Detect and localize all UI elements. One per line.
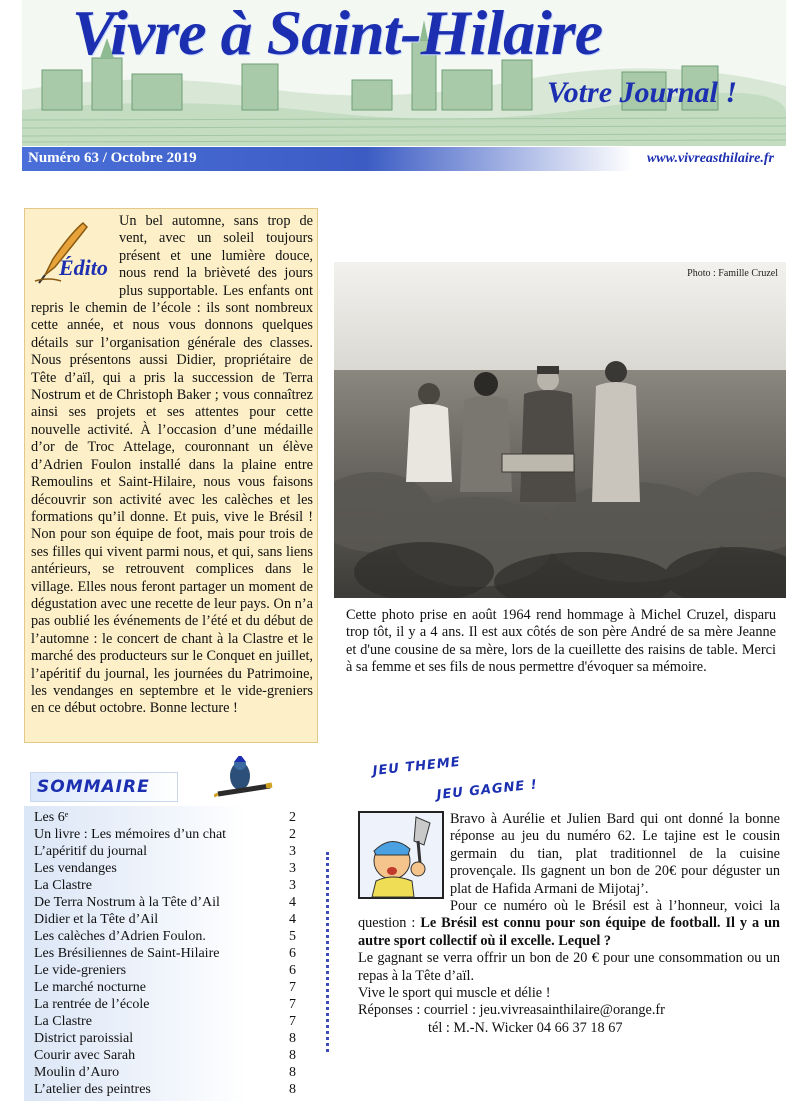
masthead	[22, 0, 786, 146]
issue-number: Numéro 63 / Octobre 2019	[28, 150, 197, 166]
sommaire-item[interactable]	[34, 1048, 296, 1065]
column-separator	[326, 852, 329, 1052]
photo-credit: Photo : Famille Cruzel	[687, 268, 778, 279]
sommaire-item-label: Le vide-greniers	[34, 963, 127, 978]
bird-with-pen-icon	[214, 756, 274, 804]
sommaire-item-label: Un livre : Les mémoires d’un chat	[34, 827, 227, 842]
jeu-intro: Bravo à Aurélie et Julien Bard qui ont donné la bonne réponse au jeu du numéro 62. Le tajine est le cousin germain du tian, plat traditionnel de la cuisine provençale. Ils gagnent un bon de 20€ pour déguster un plat de Hafida Armani de Mijotaj’.	[450, 811, 780, 897]
sommaire-item-label: L’atelier des peintres	[34, 1082, 151, 1097]
sommaire-item-label: Les calèches d’Adrien Foulon.	[34, 929, 206, 944]
sommaire-item-label: Didier et la Tête d’Ail	[34, 912, 159, 927]
jeu-title-line1: JEU THEME	[372, 754, 462, 779]
sommaire-item-page: 8	[289, 1082, 296, 1097]
website-link[interactable]: www.vivreasthilaire.fr	[646, 151, 774, 166]
sommaire-item-label: Les vendanges	[34, 861, 117, 876]
sommaire-item-page: 6	[289, 946, 296, 961]
sommaire-item-page: 3	[289, 844, 296, 859]
sommaire-item-label: La Clastre	[34, 1014, 92, 1029]
sommaire-title: SOMMAIRE	[37, 777, 150, 797]
sommaire-item-label: La rentrée de l’école	[34, 997, 150, 1012]
kid-with-trophy-icon	[358, 811, 444, 899]
jeu-question	[358, 898, 780, 950]
sommaire-item-page: 4	[289, 912, 296, 927]
sommaire-item[interactable]	[34, 997, 296, 1014]
issue-bar	[22, 147, 786, 171]
edito-text-block	[31, 213, 313, 718]
sommaire-item-label: La Clastre	[34, 878, 92, 893]
edito-box	[24, 208, 318, 743]
edito-header	[31, 213, 119, 287]
family-photo	[334, 262, 786, 598]
sommaire-item[interactable]	[34, 810, 296, 827]
jeu-question-lead: Pour ce numéro où le Brésil est à l’honneur, voici la question :	[358, 898, 780, 932]
sommaire-item-page: 7	[289, 980, 296, 995]
sommaire-item-label: Courir avec Sarah	[34, 1048, 136, 1063]
sommaire-item-label: Le marché nocturne	[34, 980, 146, 995]
sommaire-item-page: 7	[289, 1014, 296, 1029]
sommaire-item-page: 2	[289, 810, 296, 825]
sommaire-item[interactable]	[34, 1014, 296, 1031]
jeu-question-bold: Le Brésil est connu pour son équipe de football. Il y a un autre sport collectif où il excelle. Lequel ?	[358, 915, 780, 949]
sommaire-list	[24, 806, 304, 1101]
sommaire-item-label: Les Brésiliennes de Saint-Hilaire	[34, 946, 220, 961]
sommaire-item[interactable]	[34, 861, 296, 878]
sommaire-item[interactable]	[34, 929, 296, 946]
vineyard-photo-image	[334, 262, 786, 598]
sommaire-item-page: 3	[289, 861, 296, 876]
sommaire-item-label: Les 6ᵉ	[34, 810, 69, 825]
sommaire-header	[30, 772, 178, 802]
journal-subtitle: Votre Journal !	[547, 76, 738, 109]
sommaire-item-label: De Terra Nostrum à la Tête d’Ail	[34, 895, 220, 910]
sommaire-item[interactable]	[34, 827, 296, 844]
sommaire-item-page: 4	[289, 895, 296, 910]
sommaire-item-page: 2	[289, 827, 296, 842]
jeu-closing: Vive le sport qui muscle et délie !	[358, 985, 551, 1002]
sommaire-item-label: Moulin d’Auro	[34, 1065, 120, 1080]
sommaire-item[interactable]	[34, 1031, 296, 1048]
jeu-title-line2: JEU GAGNE !	[436, 777, 539, 803]
sommaire-item[interactable]	[34, 912, 296, 929]
sommaire-item[interactable]	[34, 895, 296, 912]
sommaire-item-page: 3	[289, 878, 296, 893]
jeu-illustration-frame	[358, 811, 450, 903]
jeu-phone: tél : M.-N. Wicker 04 66 37 18 67	[428, 1019, 623, 1036]
photo-caption: Cette photo prise en août 1964 rend hommage à Michel Cruzel, disparu trop tôt, il y a 4 ans. Il est aux côtés de son père André de sa mère Jeanne et d'une cousine de sa mère, lors de la cueillette des raisins de table. Merci à sa femme et ses fils de nous permettre d'évoquer sa mémoire.	[346, 607, 776, 676]
sommaire-item[interactable]	[34, 946, 296, 963]
sommaire-item[interactable]	[34, 878, 296, 895]
sommaire-item-page: 8	[289, 1048, 296, 1063]
sommaire-item[interactable]	[34, 980, 296, 997]
jeu-text-block	[358, 811, 780, 1037]
sommaire-item[interactable]	[34, 1065, 296, 1082]
sommaire-item-label: District paroissial	[34, 1031, 134, 1046]
sommaire-item[interactable]	[34, 1082, 296, 1099]
sommaire-item[interactable]	[34, 963, 296, 980]
edito-text: Un bel automne, sans trop de vent, avec un soleil toujours présent et une lumière douce, nous rend la brièveté des jours plus supportable. Les enfants ont repris le chemin de l’école : ils sont nombreux cette année, et nous vous donnons quelques détails sur l’organisation générale des classes. Nous présentons aussi Didier, propriétaire de Tête d’aïl, qui a pris la succession de Terra Nostrum et de Christoph Baker ; vous connaîtrez ainsi ses projets et ses attentes pour cette nouvelle activité. À l’occasion d’une médaille d’or de Troc Attelage, couronnant un élève d’Adrien Foulon installé dans la plaine entre Remoulins et Saint-Hilaire, nous vous faisons découvrir son activité avec les calèches et les formations qu’il donne. Et puis, vive le Brésil ! Non pour son équipe de foot, mais pour trois de ses filles qui vivent parmi nous, et qui, sans liens antérieurs, se retrouvent complices dans le village. Elles nous feront partager un moment de dégustation avec une recette de leur pays. On n’a pas oublié les événements de l’été et du début de l’automne : le concert de chant à la Clastre et le marché des producteurs sur le Conquet en juillet, l’apéritif du journal, les journées du Patrimoine, les vendanges en septembre et le vide-greniers en ce début octobre. Bonne lecture !	[31, 213, 313, 717]
jeu-prize: Le gagnant se verra offrir un bon de 20 € pour une consommation ou un repas à la Tête d’aïl.	[358, 950, 780, 984]
sommaire-item-page: 6	[289, 963, 296, 978]
sommaire-item-label: L’apéritif du journal	[34, 844, 148, 859]
sommaire-item-page: 7	[289, 997, 296, 1012]
jeu-email[interactable]: Réponses : courriel : jeu.vivreasainthilaire@orange.fr	[358, 1002, 665, 1019]
sommaire-item[interactable]	[34, 844, 296, 861]
sommaire-item-page: 5	[289, 929, 296, 944]
edito-label: Édito	[59, 255, 108, 280]
journal-title: Vivre à Saint-Hilaire	[72, 0, 603, 68]
sommaire-item-page: 8	[289, 1031, 296, 1046]
sommaire-item-page: 8	[289, 1065, 296, 1080]
